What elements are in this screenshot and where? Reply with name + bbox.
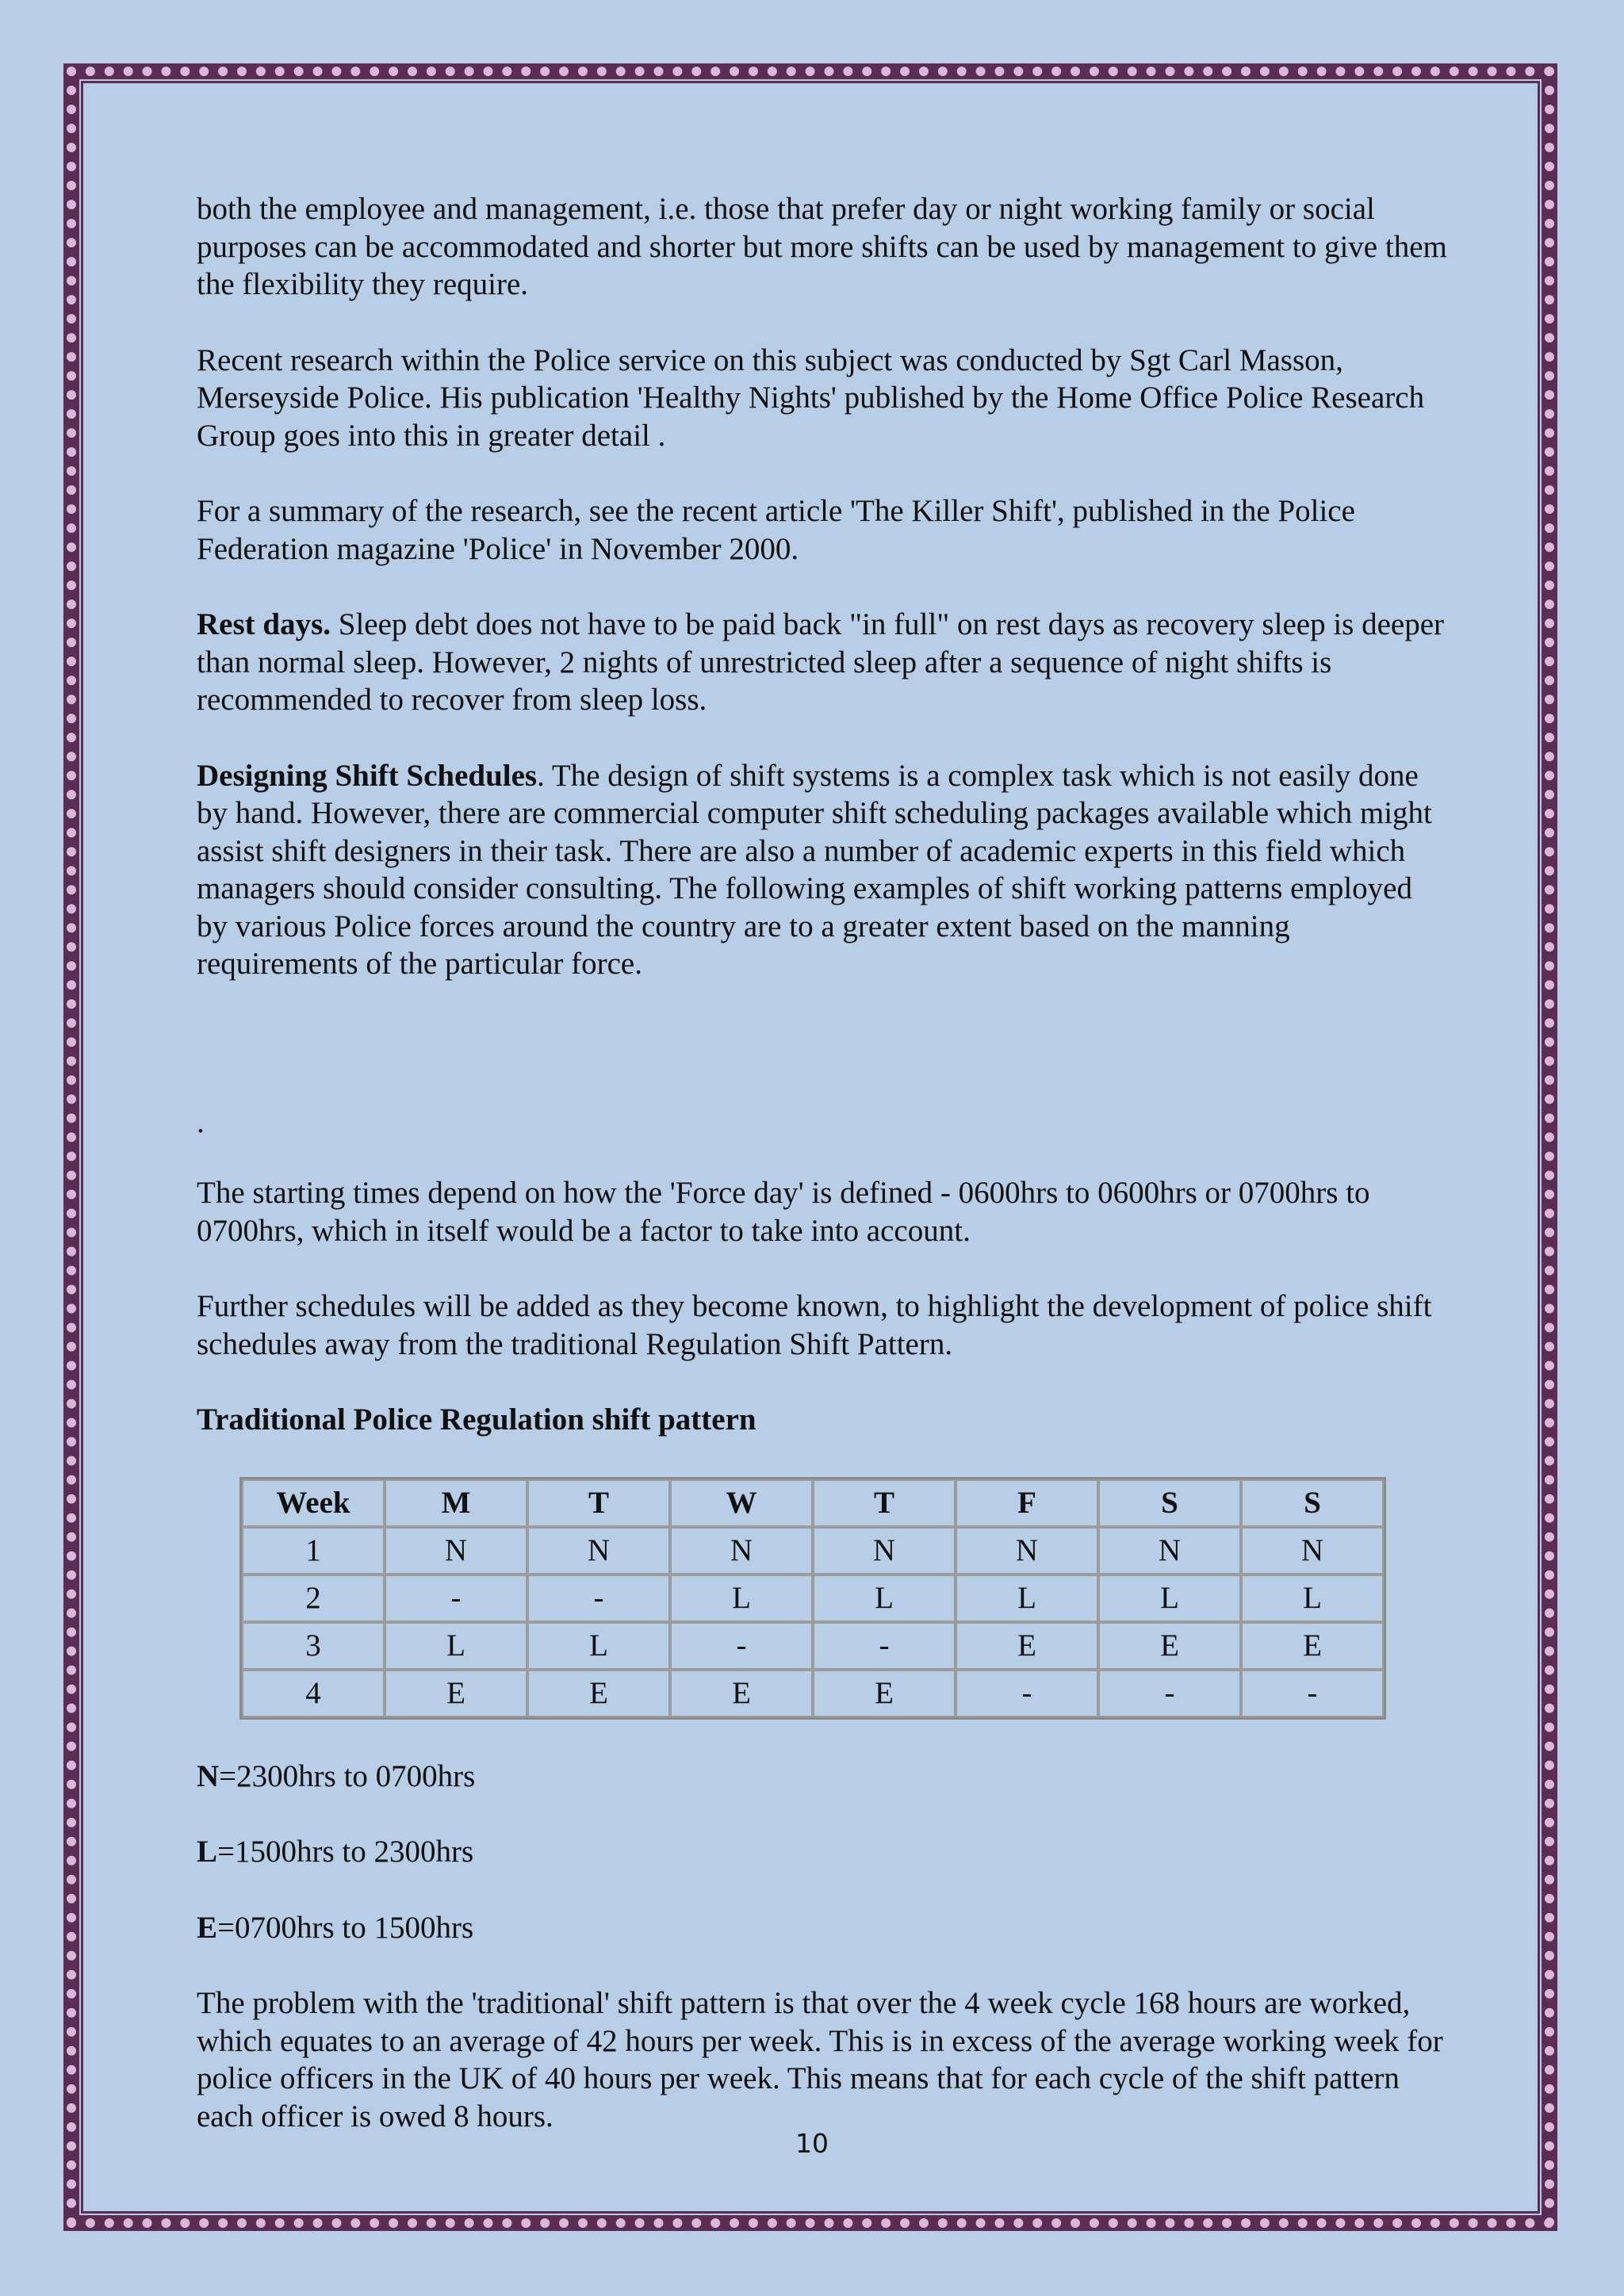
paragraph-shift-flexibility: both the employee and management, i.e. those that prefer day or night working family or social purposes can be accommodated and shorter but more shifts can be used by management to give them the flexibility they require. <box>197 192 1447 301</box>
legend-item-night <box>197 1758 1450 1796</box>
table-cell: 4 <box>242 1670 385 1717</box>
table-cell: E <box>813 1670 956 1717</box>
paragraph-further-schedules: Further schedules will be added as they become known, to highlight the development of police shift schedules away from the traditional Regulation Shift Pattern. <box>197 1289 1432 1361</box>
table-cell: L <box>385 1622 527 1670</box>
table-cell: - <box>385 1575 527 1622</box>
legend-code: E <box>197 1910 218 1945</box>
paragraph-research: Recent research within the Police service on this subject was conducted by Sgt Carl Masson, Merseyside Police. His publication 'Healthy Nights' published by the Home Office Police Research Group goes into this in greater detail . <box>197 342 1425 453</box>
table-cell: - <box>1098 1670 1241 1717</box>
table-cell: 3 <box>242 1622 385 1670</box>
table-row <box>242 1622 1384 1670</box>
paragraph-traditional-problem: The problem with the 'traditional' shift pattern is that over the 4 week cycle 168 hours are worked, which equates to an average of 42 hours per week. This is in excess of the average working week for police officers in the UK of 40 hours per week. This means that for each cycle of the shift pattern each officer is owed 8 hours. <box>197 1986 1443 2133</box>
table-header-cell: T <box>527 1479 670 1527</box>
shift-legend <box>197 1758 1450 1947</box>
rest-days-label: Rest days. <box>197 607 331 641</box>
table-cell: N <box>956 1527 1098 1575</box>
table-row <box>242 1527 1384 1575</box>
table-cell: 2 <box>242 1575 385 1622</box>
table-cell: L <box>813 1575 956 1622</box>
table-cell: N <box>813 1527 956 1575</box>
paragraph-designing-schedules <box>197 757 1450 983</box>
table-row <box>242 1575 1384 1622</box>
table-header-cell: Week <box>242 1479 385 1527</box>
legend-code: L <box>197 1835 218 1869</box>
designing-schedules-text: . The design of shift systems is a complex task which is not easily done by hand. However, there are commercial computer shift scheduling packages available which might assist shift designers in their task. There are also a number of academic experts in this field which managers should consider consulting. The following examples of shift working patterns employed by various Police forces around the country are to a greater extent based on the manning requirements of the particular force. <box>197 758 1432 981</box>
table-header-cell: F <box>956 1479 1098 1527</box>
table-cell: N <box>385 1527 527 1575</box>
legend-item-late <box>197 1833 1450 1871</box>
table-cell: N <box>527 1527 670 1575</box>
table-row <box>242 1670 1384 1717</box>
table-header-cell: S <box>1098 1479 1241 1527</box>
table-header-cell: W <box>670 1479 813 1527</box>
table-cell: - <box>813 1622 956 1670</box>
page-number: 10 <box>795 2128 829 2159</box>
table-cell: L <box>1098 1575 1241 1622</box>
legend-text: =2300hrs to 0700hrs <box>219 1758 476 1793</box>
table-cell: - <box>670 1622 813 1670</box>
legend-item-early <box>197 1909 1450 1947</box>
table-cell: 1 <box>242 1527 385 1575</box>
paragraph-starting-times: The starting times depend on how the 'Force day' is defined - 0600hrs to 0600hrs or 0700hrs to 0700hrs, which in itself would be a factor to take into account. <box>197 1176 1370 1248</box>
table-cell: E <box>527 1670 670 1717</box>
table-cell: E <box>956 1622 1098 1670</box>
table-cell: - <box>956 1670 1098 1717</box>
legend-text: =1500hrs to 2300hrs <box>217 1835 474 1869</box>
table-header-row <box>242 1479 1384 1527</box>
table-cell: L <box>527 1622 670 1670</box>
paragraph-rest-days <box>197 606 1450 719</box>
shift-pattern-table <box>239 1477 1386 1720</box>
table-cell: N <box>670 1527 813 1575</box>
table-cell: - <box>1241 1670 1384 1717</box>
table-cell: N <box>1241 1527 1384 1575</box>
document-body <box>197 190 1450 2173</box>
table-cell: E <box>1241 1622 1384 1670</box>
table-cell: L <box>1241 1575 1384 1622</box>
table-header-cell: T <box>813 1479 956 1527</box>
table-cell: L <box>670 1575 813 1622</box>
table-header-cell: M <box>385 1479 527 1527</box>
table-cell: N <box>1098 1527 1241 1575</box>
paragraph-dot: . <box>197 1104 205 1139</box>
table-cell: E <box>1098 1622 1241 1670</box>
rest-days-text: Sleep debt does not have to be paid back "in full" on rest days as recovery sleep is deeper than normal sleep. However, 2 nights of unrestricted sleep after a sequence of night shifts is recommended to recover from sleep loss. <box>197 607 1444 717</box>
designing-schedules-label: Designing Shift Schedules <box>197 758 538 793</box>
table-cell: L <box>956 1575 1098 1622</box>
table-cell: E <box>670 1670 813 1717</box>
table-cell: E <box>385 1670 527 1717</box>
section-heading: Traditional Police Regulation shift pattern <box>197 1402 756 1437</box>
paragraph-summary: For a summary of the research, see the recent article 'The Killer Shift', published in the Police Federation magazine 'Police' in November 2000. <box>197 494 1355 566</box>
legend-text: =0700hrs to 1500hrs <box>217 1910 474 1945</box>
table-cell: - <box>527 1575 670 1622</box>
legend-code: N <box>197 1758 220 1793</box>
table-header-cell: S <box>1241 1479 1384 1527</box>
